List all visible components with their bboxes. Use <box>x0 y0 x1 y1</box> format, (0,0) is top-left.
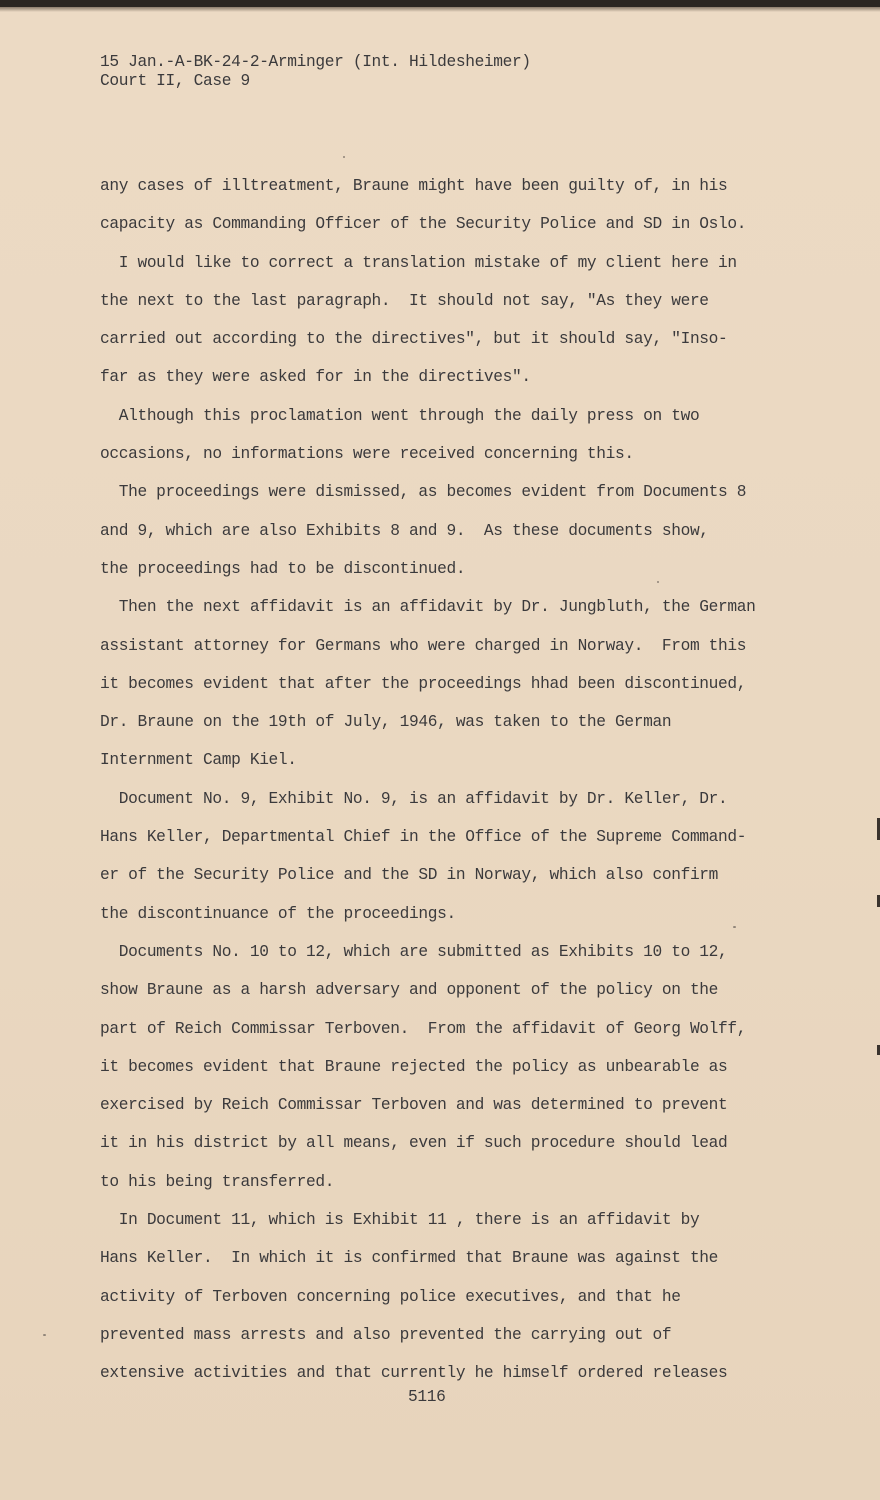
body-line: extensive activities and that currently he himself ordered releases <box>100 1364 728 1383</box>
page-number: 5116 <box>408 1388 446 1406</box>
body-line: the discontinuance of the proceedings. <box>100 904 456 923</box>
body-line: activity of Terboven concerning police executives, and that he <box>100 1287 681 1306</box>
body-line: er of the Security Police and the SD in Norway, which also confirm <box>100 866 719 885</box>
scan-top-shadow <box>0 7 880 12</box>
body-line: prevented mass arrests and also prevented the carrying out of <box>100 1325 672 1344</box>
body-line: Documents No. 10 to 12, which are submitted as Exhibits 10 to 12, <box>100 942 728 961</box>
body-line: it becomes evident that after the proceedings hhad been discontinued, <box>100 674 747 693</box>
body-line: I would like to correct a translation mistake of my client here in <box>100 253 737 272</box>
body-line: any cases of illtreatment, Braune might have been guilty of, in his <box>100 177 728 195</box>
body-line: Hans Keller. In which it is confirmed that Braune was against the <box>100 1249 719 1268</box>
body-line: Document No. 9, Exhibit No. 9, is an affidavit by Dr. Keller, Dr. <box>100 789 728 808</box>
body-line: capacity as Commanding Officer of the Security Police and SD in Oslo. <box>100 215 747 234</box>
body-line: In Document 11, which is Exhibit 11 , there is an affidavit by <box>100 1211 700 1230</box>
body-line: carried out according to the directives", but it should say, "Inso- <box>100 330 728 349</box>
body-line: part of Reich Commissar Terboven. From the affidavit of Georg Wolff, <box>100 1019 747 1038</box>
body-line: show Braune as a harsh adversary and opponent of the policy on the <box>100 981 719 1000</box>
body-line: the next to the last paragraph. It should not say, "As they were <box>100 291 709 310</box>
body-line: The proceedings were dismissed, as becomes evident from Documents 8 <box>100 483 747 502</box>
scan-top-edge <box>0 0 880 7</box>
body-text <box>100 167 756 1393</box>
header-case-reference: 15 Jan.-A-BK-24-2-Arminger (Int. Hildesheimer) <box>100 53 531 71</box>
body-line: assistant attorney for Germans who were charged in Norway. From this <box>100 636 747 655</box>
paper-speck <box>43 1334 46 1336</box>
body-line: occasions, no informations were received concerning this. <box>100 445 634 464</box>
body-line: it becomes evident that Braune rejected the policy as unbearable as <box>100 1057 728 1076</box>
body-line: and 9, which are also Exhibits 8 and 9. As these documents show, <box>100 521 709 540</box>
document-header <box>100 53 531 91</box>
body-line: exercised by Reich Commissar Terboven and was determined to prevent <box>100 1096 728 1115</box>
body-line: Dr. Braune on the 19th of July, 1946, was taken to the German <box>100 713 672 732</box>
body-line: it in his district by all means, even if such procedure should lead <box>100 1134 728 1153</box>
body-line: far as they were asked for in the directives". <box>100 368 531 387</box>
body-line: Although this proclamation went through the daily press on two <box>100 406 700 425</box>
paper-speck <box>343 156 345 158</box>
body-line: the proceedings had to be discontinued. <box>100 559 466 578</box>
header-court: Court II, Case 9 <box>100 72 250 90</box>
body-line: Hans Keller, Departmental Chief in the Office of the Supreme Command- <box>100 828 747 847</box>
body-line: to his being transferred. <box>100 1172 335 1191</box>
body-line: Then the next affidavit is an affidavit by Dr. Jungbluth, the German <box>100 598 756 617</box>
body-line: Internment Camp Kiel. <box>100 751 297 770</box>
